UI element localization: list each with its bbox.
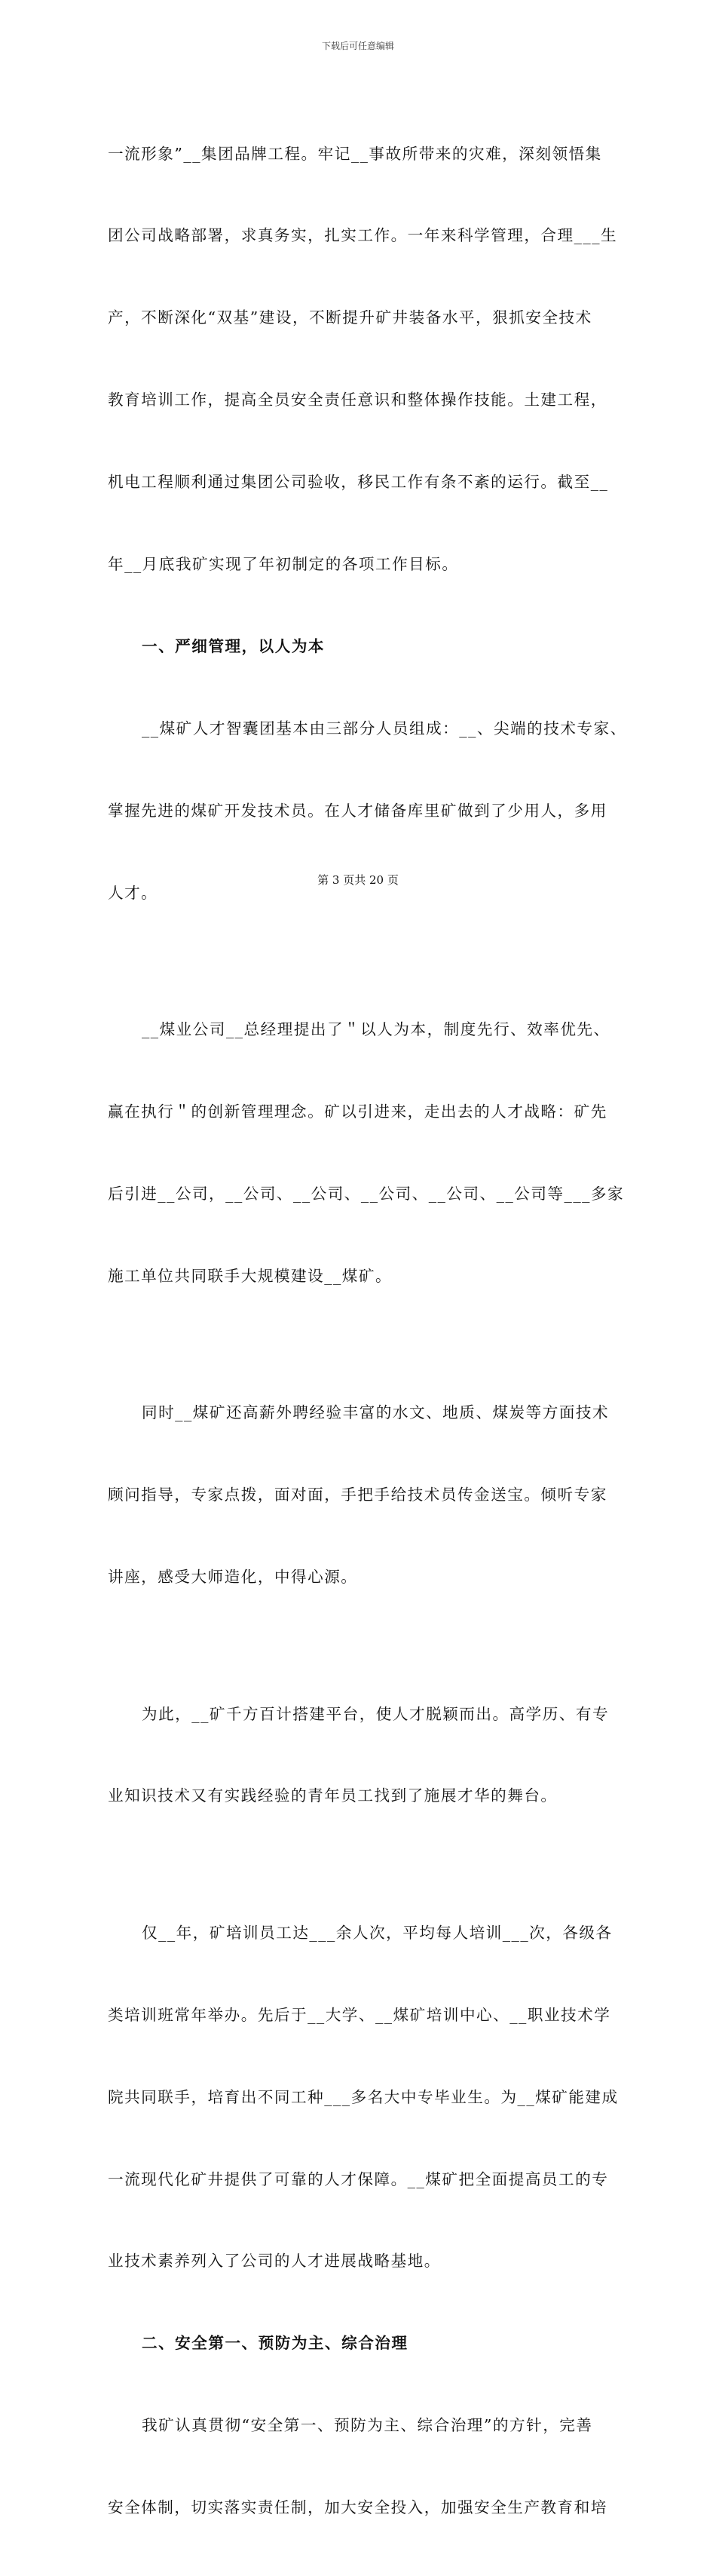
text-line: 为此，__矿千方百计搭建平台，使人才脱颖而出。高学历、有专	[142, 1704, 610, 1723]
text-line: 人才。	[108, 883, 158, 902]
paragraph-training	[108, 1864, 619, 2329]
paragraph-intro	[108, 85, 618, 633]
paragraph-talent-team	[108, 660, 627, 961]
text-line: 顾问指导，专家点拨，面对面，手把手给技术员传金送宝。倾听专家	[108, 1486, 607, 1504]
text-line: 产，不断深化“双基”建设，不断提升矿井装备水平，狠抓安全技术	[108, 308, 592, 327]
paragraph-external-experts	[108, 1345, 609, 1645]
text-line: 施工单位共同联手大规模建设__煤矿。	[108, 1266, 393, 1285]
document-body	[108, 85, 627, 2576]
text-line: 我矿认真贯彻“安全第一、预防为主、综合治理”的方针，完善	[142, 2416, 593, 2435]
text-line: 后引进__公司，__公司、__公司、__公司、__公司、__公司等___多家	[108, 1184, 625, 1203]
paragraph-safety-policy	[108, 2357, 609, 2576]
text-line: 仅__年，矿培训员工达___余人次，平均每人培训___次，各级各	[142, 1923, 613, 1942]
text-line: 团公司战略部署，求真务实，扎实工作。一年来科学管理，合理___生	[108, 226, 618, 245]
text-line: 业知识技术又有实践经验的青年员工找到了施展才华的舞台。	[108, 1786, 558, 1805]
text-line: 一流现代化矿井提供了可靠的人才保障。__煤矿把全面提高员工的专	[108, 2170, 609, 2188]
section-heading-2: 二、安全第一、预防为主、综合治理	[142, 2334, 408, 2353]
text-line: 院共同联手，培育出不同工种___多名大中专毕业生。为__煤矿能建成	[108, 2087, 619, 2106]
page-number-footer: 第 3 页共 20 页	[317, 873, 399, 887]
text-line: 机电工程顺利通过集团公司验收，移民工作有条不紊的运行。截至__	[108, 473, 609, 492]
page-header-note: 下载后可任意编辑	[321, 41, 394, 51]
text-line: __煤业公司__总经理提出了＂以人为本，制度先行、效率优先、	[142, 1020, 610, 1039]
paragraph-management-concept	[108, 961, 625, 1345]
text-line: 业技术素养列入了公司的人才进展战略基地。	[108, 2252, 441, 2271]
text-line: 教育培训工作，提高全员安全责任意识和整体操作技能。土建工程，	[108, 391, 607, 409]
paragraph-platform	[108, 1645, 609, 1864]
text-line: 安全体制，切实落实责任制，加大安全投入，加强安全生产教育和培	[108, 2498, 607, 2517]
text-line: 掌握先进的煤矿开发技术员。在人才储备库里矿做到了少用人，多用	[108, 801, 607, 820]
text-line: 同时__煤矿还高薪外聘经验丰富的水文、地质、煤炭等方面技术	[142, 1403, 610, 1422]
text-line: 讲座，感受大师造化，中得心源。	[108, 1568, 358, 1587]
section-heading-1: 一、严细管理，以人为本	[142, 636, 326, 655]
text-line: 年__月底我矿实现了年初制定的各项工作目标。	[108, 555, 459, 574]
text-line: 类培训班常年举办。先后于__大学、__煤矿培训中心、__职业技术学	[108, 2005, 611, 2024]
text-line: 赢在执行＂的创新管理理念。矿以引进来，走出去的人才战略：矿先	[108, 1102, 607, 1121]
text-line: 一流形象”__集团品牌工程。牢记__事故所带来的灾难，深刻领悟集	[108, 144, 602, 163]
text-line: __煤矿人才智囊团基本由三部分人员组成：__、尖端的技术专家、	[142, 719, 627, 738]
